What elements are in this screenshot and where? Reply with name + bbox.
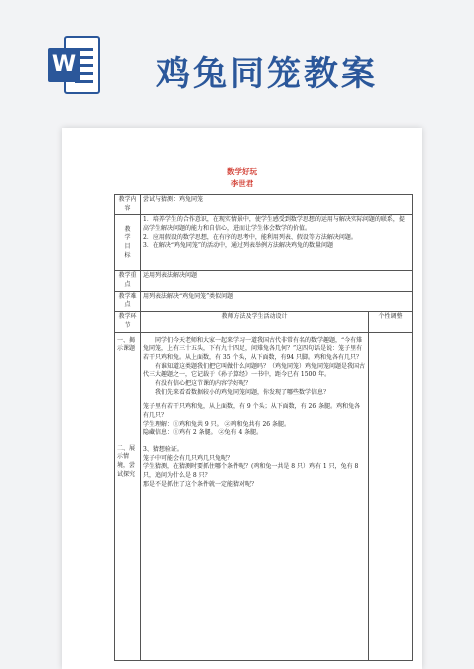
adjust-cell	[369, 332, 413, 660]
paragraph: 3、猜想验证。	[143, 446, 183, 454]
key-value: 运用列表法解决问题	[141, 271, 413, 291]
word-document-icon	[48, 36, 100, 94]
goal-label	[115, 215, 141, 271]
section2-label: 二、展示情境，尝试探究	[117, 444, 136, 478]
goal-item: 1．培养学生的合作意识，在现实情景中，使学生感受到数学思想的运用与解决实际问题的联系，提高学生解决问题的能力和自信心，进而让学生体会数学的价值。	[143, 216, 405, 233]
paragraph: 有没有信心把这节课的内容学好呢？	[155, 379, 252, 387]
paragraph: 学生理解：①鸡和兔共 9 只。 ②鸡和兔共有 26 条腿。	[143, 420, 290, 428]
content-label: 教学内容	[115, 195, 141, 215]
table-row	[115, 215, 413, 271]
banner	[0, 0, 474, 112]
adjust-header: 个性调整	[369, 312, 413, 332]
paragraph: 笼子里有若干只鸡和兔，从上面数，有 9 个头；从下面数，有 26 条腿。鸡和兔各有几只？	[143, 403, 361, 419]
paragraph: 有谁知道这类题我们把它叫做什么问题吗？（鸡兔同笼）鸡兔同笼问题是我国古代三大趣题之一，它记载于《孙子算经》一书中，距今已有 1500 年。	[143, 362, 366, 379]
goal-label-text: 教学目标	[124, 225, 131, 259]
paragraph: 那是不是抓住了这个条件就一定能猜对呢？	[143, 480, 258, 488]
lesson-plan-table	[114, 194, 413, 661]
process-label: 教学环节	[115, 312, 141, 332]
paragraph: 隐藏信息：①鸡有 2 条腿。 ②兔有 4 条腿。	[143, 429, 263, 437]
activity-cell	[141, 332, 369, 660]
table-row	[115, 271, 413, 291]
table-row	[115, 332, 413, 660]
process-header: 教师方法及学生活动设计	[141, 312, 369, 332]
difficulty-value: 用列表法解决“鸡兔同笼”类似问题	[141, 291, 413, 311]
paragraph: 同学们今天老师和大家一起来学习一道我国古代非常有名的数学趣题，“今有雉兔同笼，上有三十五头，下有九十四足，问雉兔各几何？”这四句话是说：笼子里有若干只鸡和兔。从上面数，有 35 个头，从下面数，有94 只脚。鸡和兔各有几只？	[143, 336, 363, 361]
goal-item: 2．应用假设的数学思想，在有序的思考中，能利用列表、假设等方法解决问题。	[143, 233, 357, 241]
paragraph: 笼子中可能会有几只鸡几只兔呢？	[143, 454, 234, 462]
paragraph: 我们先来看看数据较小的鸡兔同笼问题，你发现了哪些数学信息？	[155, 388, 330, 396]
table-row	[115, 291, 413, 311]
difficulty-label: 教学难点	[115, 291, 141, 311]
table-row	[115, 312, 413, 332]
table-row	[115, 195, 413, 215]
document-author: 李世君	[230, 179, 254, 188]
document-page	[62, 128, 422, 669]
goals-cell	[141, 215, 413, 271]
content-value: 尝试与猜测：鸡兔同笼	[141, 195, 413, 215]
section1-label: 一、揭示课题	[117, 336, 136, 353]
key-label: 教学重点	[115, 271, 141, 291]
paragraph: 学生猜测，在猜测时要抓住哪个条件呢？(鸡和兔一共是 8 只）鸡有 1 只，兔有 8 只，追问为什么是 8 只？	[143, 463, 359, 480]
document-title: 数学好玩	[227, 167, 257, 176]
word-logo-letter: W	[48, 48, 80, 82]
banner-title: 鸡兔同笼教案	[156, 54, 378, 94]
goal-item: 3．在解决“鸡兔同笼”的活动中，通过列表举例方法解决鸡兔的数量问题	[143, 242, 333, 250]
section-labels	[115, 332, 141, 660]
